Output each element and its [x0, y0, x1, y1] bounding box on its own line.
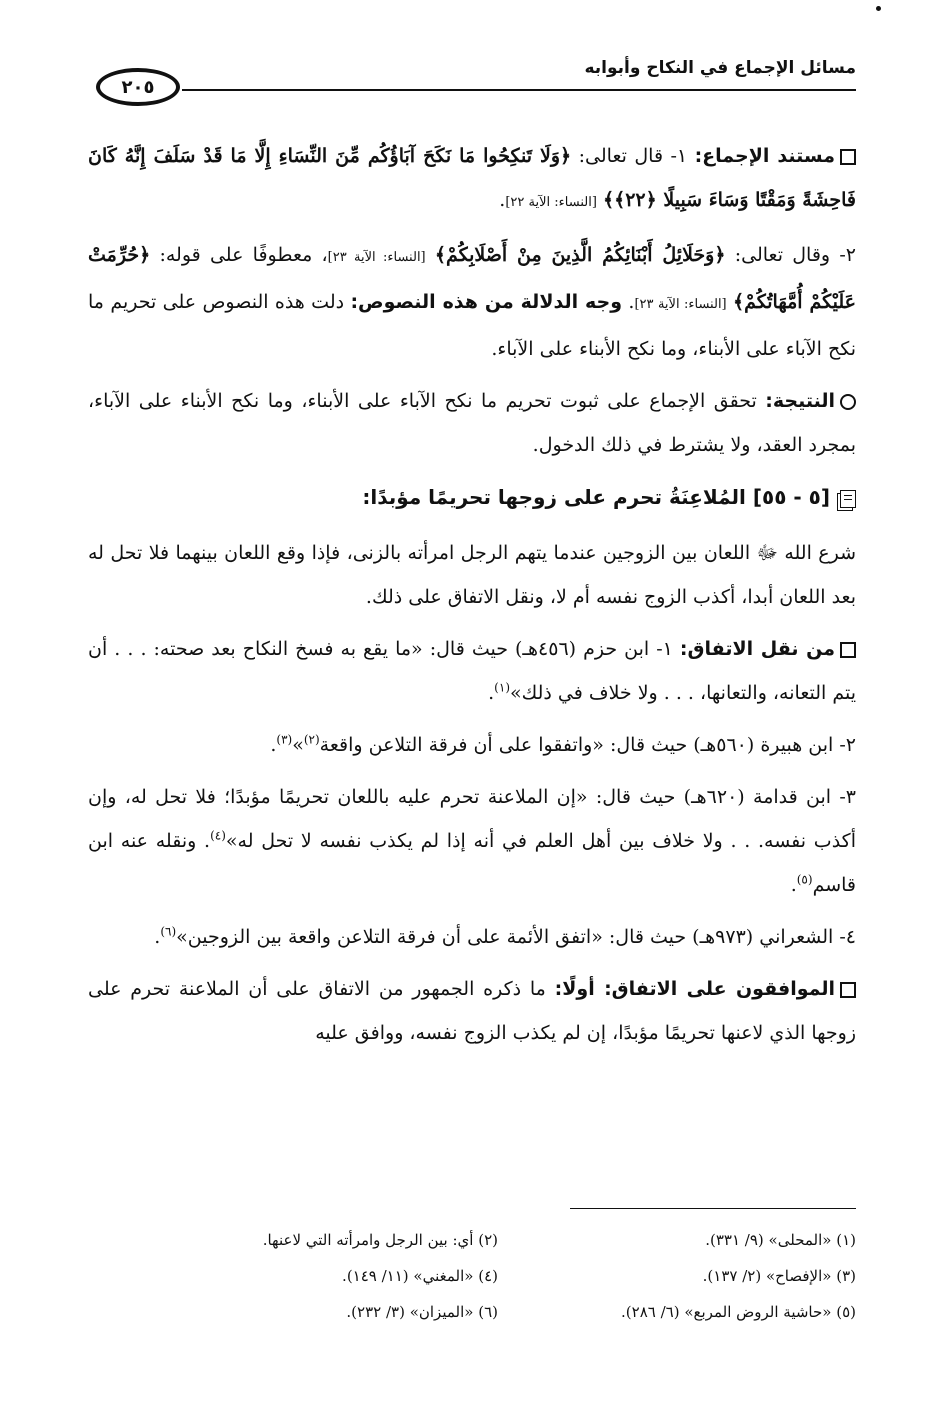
text: تحقق الإجماع على ثبوت تحريم ما نكح الآباء على الأبناء، وما نكح الأبناء على الآباء، بمجرد العقد، ولا يشترط في ذلك الدخول.	[88, 390, 856, 456]
text: »	[292, 734, 304, 756]
text: .	[154, 926, 161, 948]
text: ١- قال تعالى:	[571, 145, 695, 167]
text: ما ذكره الجمهور من الاتفاق على أن الملاعنة تحرم على زوجها الذي لاعنها تحريمًا مؤبدًا، إن لم يكذب الزوج نفسه، ووافق عليه	[88, 978, 856, 1044]
footnote: (٢) أي: بين الرجل وامرأته التي لاعنها.	[262, 1231, 498, 1249]
text: ٢- ابن هبيرة (٥٦٠هـ) حيث قال: «واتفقوا على أن فرقة التلاعن واقعة	[319, 734, 856, 756]
text: .	[488, 682, 495, 704]
text: . ونقله عنه ابن قاسم	[88, 830, 856, 896]
page-number: ٢٠٥	[121, 76, 155, 98]
text: .	[270, 734, 277, 756]
footnote-ref: (٣)	[276, 732, 293, 747]
paragraph-ibn-hubayra	[88, 723, 856, 767]
section-heading	[88, 475, 856, 519]
footnote: (١) «المحلى» (٩/ ٣٣١).	[705, 1231, 856, 1249]
quran-verse: ﴿وَحَلَائِلُ أَبْنَائِكُمُ الَّذِينَ مِنْ أَصْلَابِكُمْ﴾	[434, 244, 726, 266]
book-icon	[840, 490, 856, 508]
footnote: (٣) «الإفصاح» (٢/ ١٣٧).	[702, 1267, 856, 1285]
page-number-oval	[96, 68, 180, 106]
page-header	[96, 58, 856, 98]
paragraph-evidence	[88, 134, 856, 225]
footnote-ref: (٥)	[796, 872, 813, 887]
footnote-rule	[570, 1208, 856, 1209]
paragraph-agreeing	[88, 967, 856, 1055]
footnote: (٥) «حاشية الروض المربع» (٦/ ٢٨٦).	[621, 1303, 856, 1321]
lead-transmitters: من نقل الاتفاق:	[679, 638, 835, 660]
footnote: (٤) «المغني» (١١/ ١٤٩).	[342, 1267, 498, 1285]
text: ٣- ابن قدامة (٦٢٠هـ) حيث قال: «إن الملاعنة تحرم عليه باللعان تحريمًا مؤبدًا؛ فلا تحل له، وإن أكذب نفسه. . . ولا خلاف بين أهل العلم في أنه إذا لم يكذب نفسه لا تحل له»	[88, 786, 856, 852]
text: .	[622, 291, 635, 313]
paragraph-intro: شرع الله ﷻ اللعان بين الزوجين عندما يتهم الرجل امرأته بالزنى، فإذا وقع اللعان بينهما فلا تحل له بعد اللعان أبدا، أكذب الزوج نفسه أم لا، ونقل الاتفاق على ذلك.	[88, 542, 856, 608]
circle-marker-icon	[840, 394, 856, 410]
verse-ref: [النساء: الآية ٢٣]	[327, 250, 426, 265]
verse-ref: [النساء: الآية ٢٣]	[634, 297, 727, 312]
running-title: مسائل الإجماع في النكاح وأبوابه	[584, 58, 856, 78]
paragraph-shaarani	[88, 915, 856, 959]
paragraph-result	[88, 379, 856, 467]
heading-text: [٥ - ٥٥] المُلاعِنَةُ تحرم على زوجها تحريمًا مؤبدًا:	[362, 485, 830, 509]
text: ، معطوفًا على قوله:	[150, 244, 328, 266]
corner-dot	[876, 6, 881, 11]
square-marker-icon	[840, 642, 856, 658]
footnote: (٦) «الميزان» (٣/ ٢٣٢).	[346, 1303, 498, 1321]
footnote-row	[140, 1222, 856, 1258]
footnotes	[140, 1222, 856, 1330]
paragraph-verse-2	[88, 233, 856, 371]
paragraph-ibn-qudama	[88, 775, 856, 907]
footnote-ref: (٦)	[160, 924, 177, 939]
lead-evidence: مستند الإجماع:	[694, 145, 835, 167]
text: ٢- وقال تعالى:	[725, 244, 856, 266]
text: ١- ابن حزم (٤٥٦هـ) حيث قال: «ما يقع به فسخ النكاح بعد صحته: . . . أن يتم التعانه، والتعانها، . . . ولا خلاف في ذلك»	[88, 638, 856, 704]
square-marker-icon	[840, 982, 856, 998]
paragraph-transmitters	[88, 627, 856, 715]
lead-indication: وجه الدلالة من هذه النصوص:	[350, 291, 623, 313]
footnote-ref: (١)	[494, 680, 510, 695]
quran-verse: ﴿حُرِّمَتْ عَلَيْكُمْ أُمَّهَاتُكُمْ﴾	[88, 244, 856, 313]
square-marker-icon	[840, 149, 856, 165]
header-rule	[182, 89, 856, 91]
footnote-ref: (٤)	[210, 828, 226, 843]
text: .	[499, 189, 506, 211]
main-text	[88, 134, 856, 1063]
footnote-row	[140, 1258, 856, 1294]
text: ٤- الشعراني (٩٧٣هـ) حيث قال: «اتفق الأئمة على أن فرقة التلاعن واقعة بين الزوجين»	[176, 926, 856, 948]
lead-agreeing: الموافقون على الاتفاق:	[604, 978, 836, 1000]
lead-result: النتيجة:	[765, 390, 835, 412]
quran-verse: ﴿وَلَا تَنكِحُوا مَا نَكَحَ آبَاؤُكُم مِّنَ النِّسَاءِ إِلَّا مَا قَدْ سَلَفَ إِنَّهُ كَانَ فَاحِشَةً وَمَقْتًا وَسَاءَ سَبِيلًا ﴿٢٢﴾﴾	[88, 145, 856, 211]
text: دلت هذه النصوص على تحريم ما نكح الآباء على الأبناء، وما نكح الأبناء على الآباء.	[88, 291, 856, 360]
footnote-row	[140, 1294, 856, 1330]
text: .	[790, 874, 797, 896]
footnote-ref: (٢)	[303, 732, 320, 747]
lead-first: أولًا:	[554, 978, 605, 1000]
verse-ref: [النساء: الآية ٢٢]	[505, 195, 597, 210]
